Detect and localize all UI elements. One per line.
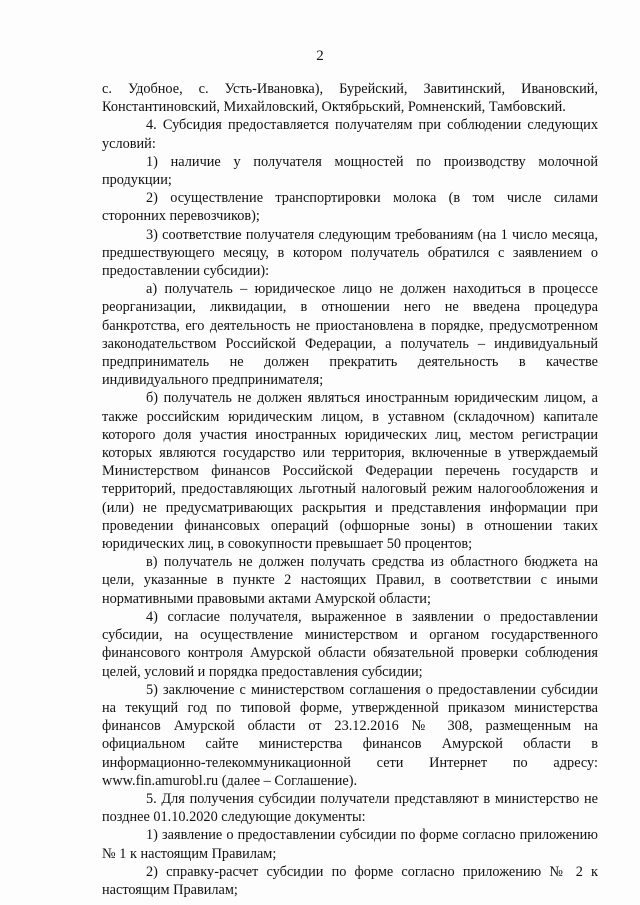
paragraph-document-2: 2) справку-расчет субсидии по форме согласно приложению № 2 к настоящим Правилам; [102,863,598,898]
paragraph-condition-3: 3) соответствие получателя следующим требованиям (на 1 число месяца, предшествующего месяцу, в котором получатель обратился с заявлением о предоставлении субсидии): [102,226,598,280]
paragraph-continuation: с. Удобное, с. Усть-Ивановка), Бурейский, Завитинский, Ивановский, Константиновский, Михайловский, Октябрьский, Ромненский, Тамбовский. [102,81,598,116]
paragraph-condition-1: 1) наличие у получателя мощностей по производству молочной продукции; [102,153,598,189]
paragraph-requirement-b: б) получатель не должен являться иностранным юридическим лицом, а также российским юридическим лицом, в уставном (складочном) капитале которого доля участия иностранных юридических лиц, местом регистрации которых являются государство или территория, включенные в утверждаемый Министерством финансов Российской Федерации перечень государств и территорий, предоставляющих льготный налоговый режим налогообложения и (или) не предусматривающих раскрытия и представления информации при проведении финансовых операций (офшорные зоны) в отношении таких юридических лиц, в совокупности превышает 50 процентов; [102,390,598,553]
paragraph-condition-4: 4) согласие получателя, выраженное в заявлении о предоставлении субсидии, на осуществление министерством и органом государственного финансового контроля Амурской области обязательной проверки соблюдения целей, условий и порядка предоставления субсидии; [102,608,598,680]
paragraph-clause-4: 4. Субсидия предоставляется получателям при соблюдении следующих условий: [102,117,598,152]
paragraph-clause-5: 5. Для получения субсидии получатели представляют в министерство не позднее 01.10.2020 следующие документы: [102,790,598,826]
paragraph-condition-5: 5) заключение с министерством соглашения о предоставлении субсидии на текущий год по типовой форме, утвержденной приказом министерства финансов Амурской области от 23.12.2016 № 308, размещенным на официальном сайте министерства финансов Амурской области в информационно-телекоммуникационной сети Интернет по адресу: www.fin.amurobl.ru (далее – Соглашение). [102,681,598,789]
paragraph-requirement-v: в) получатель не должен получать средства из областного бюджета на цели, указанные в пункте 2 настоящих Правил, в соответствии с иными нормативными правовыми актами Амурской области; [102,554,598,607]
paragraph-document-1: 1) заявление о предоставлении субсидии по форме согласно приложению № 1 к настоящим Правилам; [102,827,598,862]
document-body [102,80,598,899]
page-number: 2 [316,48,324,64]
paragraph-requirement-a: а) получатель – юридическое лицо не должен находиться в процессе реорганизации, ликвидации, в отношении него не введена процедура банкротства, его деятельность не приостановлена в порядке, предусмотренном законодательством Российской Федерации, а получатель – индивидуальный предприниматель не должен прекратить деятельность в качестве индивидуального предпринимателя; [102,281,598,389]
paragraph-condition-2: 2) осуществление транспортировки молока (в том числе силами сторонних перевозчиков); [102,190,598,225]
